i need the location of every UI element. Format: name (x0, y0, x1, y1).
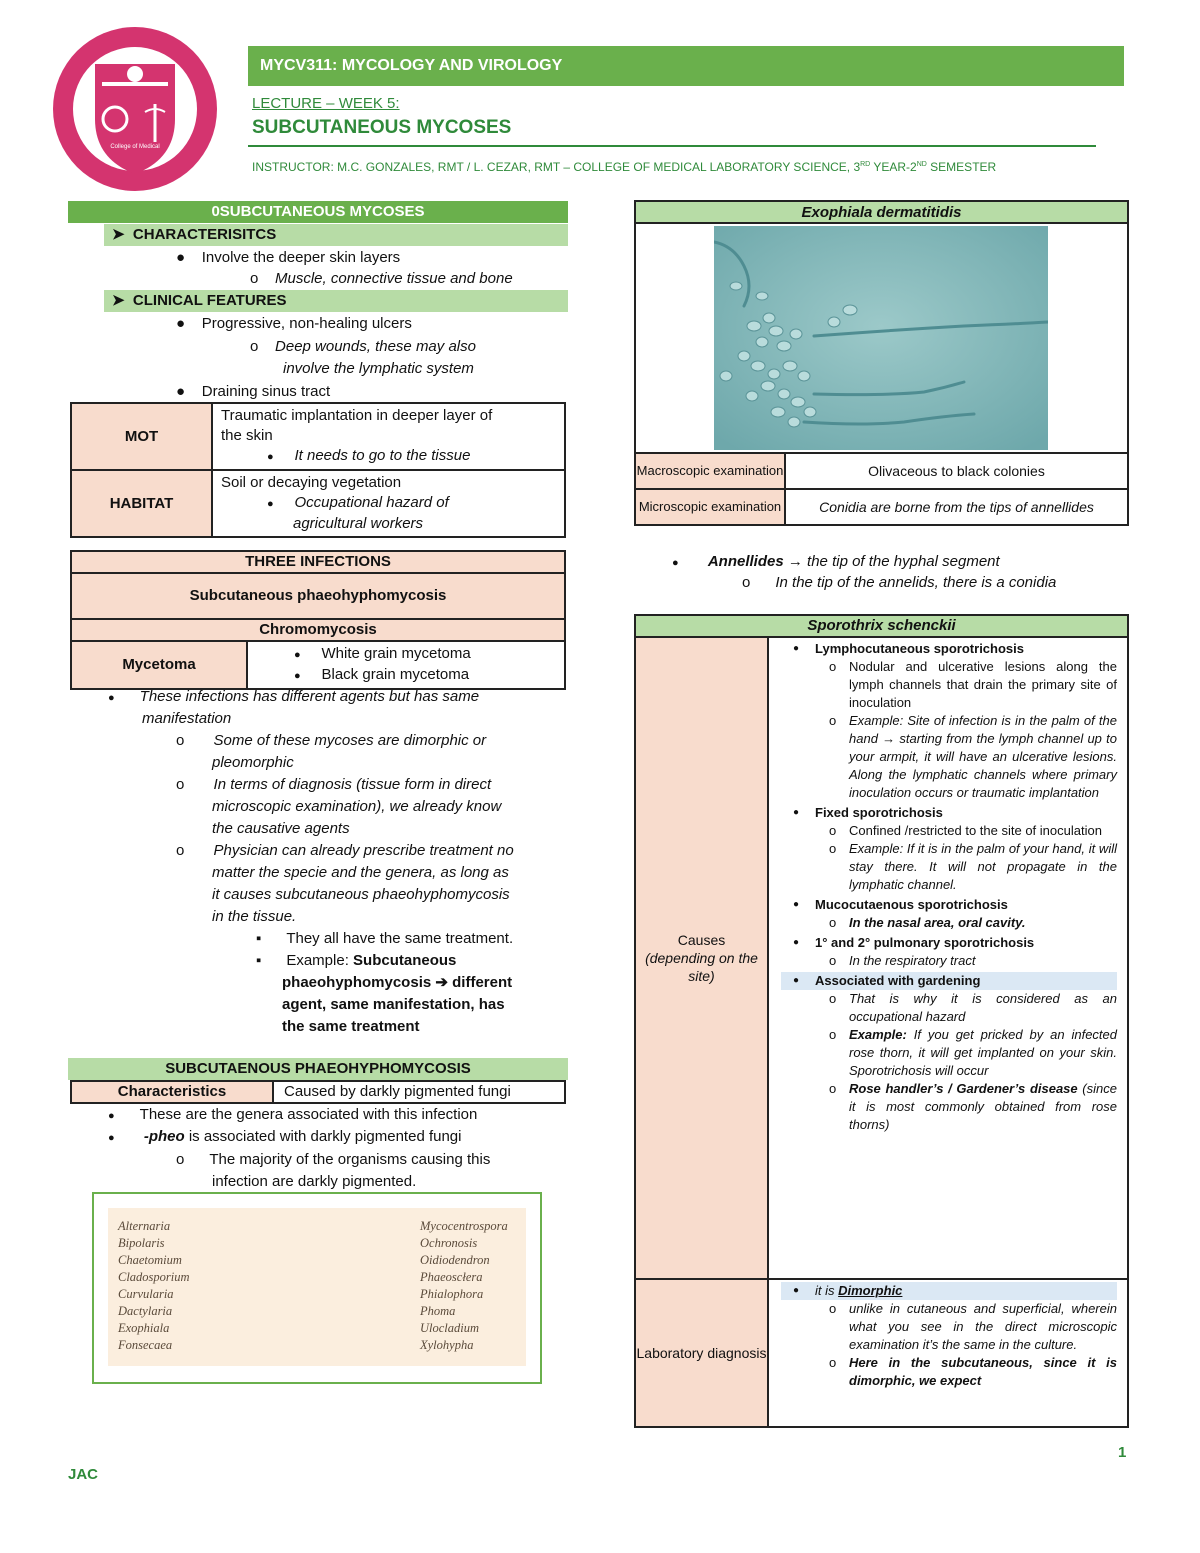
gardening-item: ● Associated with gardening (781, 972, 1117, 990)
list-item: ▪ Example: Subcutaneous (256, 952, 457, 969)
list-item: ● These infections has different agents but has same (108, 688, 480, 705)
footer-initials: JAC (68, 1466, 99, 1483)
micrograph-image (714, 226, 1048, 450)
fixed-item: ● Fixed sporotrichosis (781, 804, 1117, 822)
list-item-continued: agent, same manifestation, has (282, 996, 505, 1013)
list-item: ▪ They all have the same treatment. (256, 930, 514, 947)
exophiala-table (634, 200, 1129, 526)
list-item: o Muscle, connective tissue and bone (250, 270, 513, 287)
list-item-continued: matter the specie and the genera, as long as (212, 864, 509, 881)
lab-diagnosis-content: ● it is Dimorphic o unlike in cutaneous and superficial, wherein what you see in the direct microscopic examination it’s the same in the culture. o Here in the subcutaneous, since it is dimorphic, we expect (768, 1279, 1128, 1427)
list-item: o In the tip of the annelids, there is a conidia (742, 574, 1057, 591)
mot-value: Traumatic implantation in deeper layer of the skin ● It needs to go to the tissue (212, 403, 565, 470)
characteristics-heading: ➤ CHARACTERISITCS (104, 224, 568, 246)
mycetoma-types: ● White grain mycetoma ● Black grain mycetoma (247, 641, 565, 689)
mot-label: MOT (71, 403, 212, 470)
list-item-continued: the same treatment (282, 1018, 420, 1035)
list-item: o The majority of the organisms causing this (176, 1151, 491, 1168)
list-item-continued: microscopic examination), we already know (212, 798, 502, 815)
list-item: o Some of these mycoses are dimorphic or (176, 732, 487, 749)
list-item-continued: pleomorphic (212, 754, 294, 771)
three-infections-title: THREE INFECTIONS (71, 551, 565, 573)
list-item-continued: involve the lymphatic system (283, 360, 474, 377)
lab-diagnosis-label: Laboratory diagnosis (635, 1279, 768, 1427)
genera-list-left: Alternaria Bipolaris Chaetomium Cladosporium Curvularia Dactylaria Exophiala Fonsecaea (118, 1219, 190, 1352)
lymphocutaneous-item: ● Lymphocutaneous sporotrichosis (781, 640, 1117, 658)
list-item: ● -pheo is associated with darkly pigmented fungi (108, 1128, 462, 1145)
genera-list-right: Mycocentrospora Ochronosis Oidiodendron Phaeoscłera Phialophora Phoma Ulocladium Xylohypha (420, 1219, 508, 1352)
list-item: ● Involve the deeper skin layers (176, 249, 401, 266)
three-infections-table (70, 550, 566, 690)
causes-content: ● Lymphocutaneous sporotrichosis o Nodular and ulcerative lesions along the lymph channels that drain the primary site of inoculation o Example: Site of infection is in the palm of the hand → starting from the lymph channel up to your armpit, it will have an ulcerative lesions. Along the lymphatic channels where primary inoculation occurs or traumatic implantation ● Fixed sporotrichosis o Confined /restricted to the site of inoculation o Example: If it is in the palm of your hand, it will stay there. It will not propagate in the lymphatic channel. ● Mucocutaenous sporotrichosis o In the nasal area, oral cavity. ● 1° and 2° pulmonary sporotrichosis o In the respiratory tract ● Associated with gardening o That is why it is considered as an occupational hazard o Example: If you get pricked by an infected rose thorn, it will get implanted on your skin. Sporotrichosis will occur o Rose handler’s / Gardener’s disease (since it is most commonly obtained from rose thorns) (768, 637, 1128, 1279)
causes-label-cell: Causes (depending on the site) (635, 637, 768, 1279)
clinical-features-heading: ➤ CLINICAL FEATURES (104, 290, 568, 312)
sporothrix-title: Sporothrix schenckii (635, 615, 1128, 637)
list-item-continued: it causes subcutaneous phaeohyphomycosis (212, 886, 510, 903)
instructor-line: INSTRUCTOR: M.C. GONZALES, RMT / L. CEZAR, RMT – COLLEGE OF MEDICAL LABORATORY SCIENCE, 3RD YEAR-2ND SEMESTER (252, 160, 997, 174)
macroscopic-label: Macroscopic examination (635, 453, 785, 489)
list-item: o Deep wounds, these may also (250, 338, 476, 355)
page-title: SUBCUTANEOUS MYCOSES (252, 117, 512, 138)
list-item: ● Progressive, non-healing ulcers (176, 315, 412, 332)
list-item-continued: manifestation (142, 710, 232, 727)
phaeo-section-title: SUBCUTAENOUS PHAEOHYPHOMYCOSIS (68, 1058, 568, 1080)
mot-habitat-table (70, 402, 566, 538)
list-item-continued: in the tissue. (212, 908, 297, 925)
phaeo-characteristics-label: Characteristics (71, 1081, 273, 1103)
university-logo (50, 24, 220, 194)
microscopic-label: Microscopic examination (635, 489, 785, 525)
course-title-bar: MYCV311: MYCOLOGY AND VIROLOGY (248, 46, 1124, 86)
list-item: o In terms of diagnosis (tissue form in direct (176, 776, 492, 793)
infection-chromomycosis: Chromomycosis (71, 619, 565, 641)
phaeo-characteristics-value: Caused by darkly pigmented fungi (273, 1081, 565, 1103)
genera-figure (92, 1192, 542, 1384)
sporothrix-table (634, 614, 1129, 1428)
list-item: o Physician can already prescribe treatment no (176, 842, 514, 859)
dimorphic-item: ● it is Dimorphic (781, 1282, 1117, 1300)
section-title: 0SUBCUTANEOUS MYCOSES (68, 201, 568, 223)
list-item: ● These are the genera associated with this infection (108, 1106, 478, 1123)
page-number: 1 (1118, 1444, 1127, 1461)
list-item-continued: phaeohyphomycosis ➔ different (282, 974, 513, 991)
pulmonary-item: ● 1° and 2° pulmonary sporotrichosis (781, 934, 1117, 952)
habitat-value: Soil or decaying vegetation ● Occupational hazard of agricultural workers (212, 470, 565, 537)
mucocutaneous-item: ● Mucocutaenous sporotrichosis (781, 896, 1117, 914)
exophiala-title: Exophiala dermatitidis (635, 201, 1128, 223)
phaeo-characteristics-table (70, 1080, 566, 1104)
svg-text:College of Medical: College of Medical (110, 144, 160, 150)
infection-subcutaneous-phaeo: Subcutaneous phaeohyphomycosis (71, 573, 565, 619)
list-item: ● Annellides → the tip of the hyphal segment (672, 553, 1000, 570)
title-divider (248, 145, 1096, 147)
microscopic-value: Conidia are borne from the tips of annellides (785, 489, 1128, 525)
micrograph-cell (635, 223, 1128, 453)
habitat-label: HABITAT (71, 470, 212, 537)
infection-mycetoma: Mycetoma (71, 641, 247, 689)
list-item-continued: the causative agents (212, 820, 350, 837)
macroscopic-value: Olivaceous to black colonies (785, 453, 1128, 489)
list-item-continued: infection are darkly pigmented. (212, 1173, 417, 1190)
lecture-label: LECTURE – WEEK 5: (252, 95, 400, 112)
list-item: ● Draining sinus tract (176, 383, 331, 400)
